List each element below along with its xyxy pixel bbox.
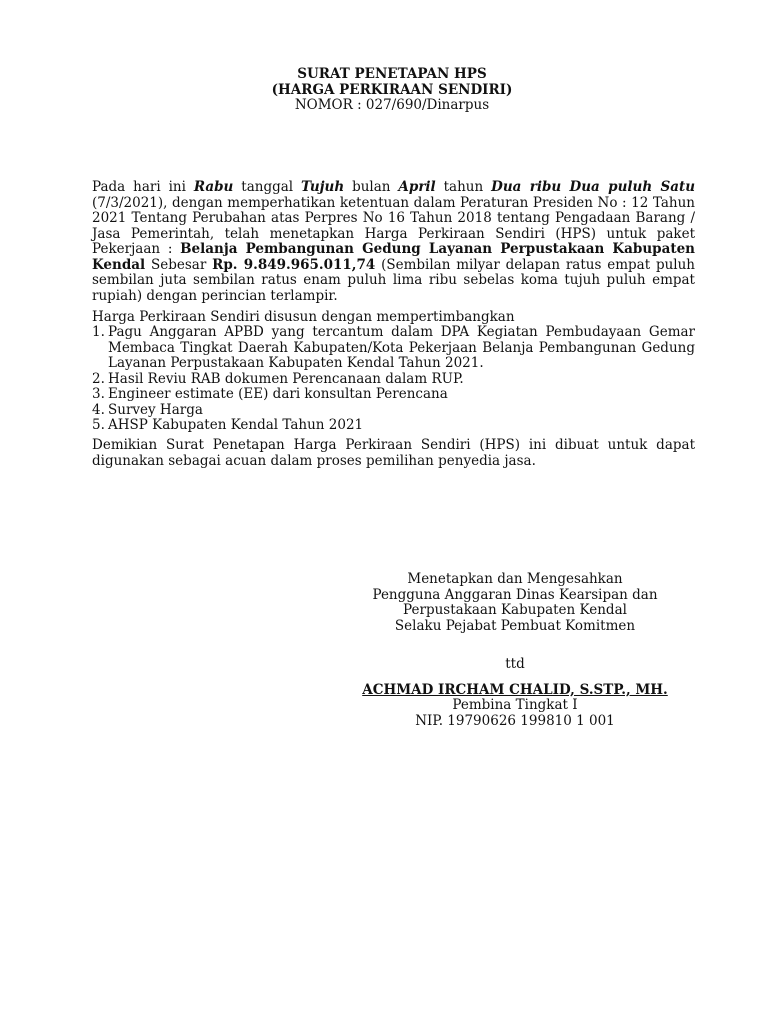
list-item-text: Survey Harga	[108, 401, 203, 418]
signer-nip: NIP. 19790626 199810 1 001	[415, 712, 615, 729]
package-name: Belanja Pembangunan Gedung Layanan Perpustakaan Kabupaten Kendal	[92, 241, 695, 273]
list-item-number: 5.	[92, 417, 105, 433]
spacer	[340, 634, 690, 657]
document-subtitle: (HARGA PERKIRAAN SENDIRI)	[271, 81, 513, 98]
signer-rank: Pembina Tingkat I	[452, 697, 578, 713]
spacer	[340, 673, 690, 683]
list-item	[92, 403, 695, 419]
intro-text: bulan	[344, 179, 399, 195]
document-title-block	[0, 67, 768, 114]
intro-month: April	[398, 179, 436, 195]
hps-amount: Rp. 9.849.965.011,74	[212, 256, 376, 273]
list-item-number: 3.	[92, 386, 105, 402]
intro-day: Rabu	[193, 179, 234, 195]
list-item-number: 2.	[92, 370, 105, 387]
list-item-text: Pagu Anggaran APBD yang tercantum dalam DPA Kegiatan Pembudayaan Gemar Membaca Tingkat Daerah Kabupaten/Kota Pekerjaan Belanja Pembangunan Gedung Layanan Perpustakaan Kabupaten Kendal Tahun 2021.	[108, 324, 695, 371]
intro-text: tahun	[435, 179, 492, 195]
intro-text: Pada hari ini	[92, 179, 194, 195]
signature-line: Selaku Pejabat Pembuat Komitmen	[394, 617, 636, 634]
intro-text: (Sembilan milyar delapan ratus empat puluh sembilan juta sembilan ratus enam puluh lima ribu sebelas koma tujuh puluh empat rupiah) dengan perincian terlampir.	[92, 256, 695, 304]
intro-year-words: Dua ribu Dua puluh Satu	[491, 179, 696, 195]
signature-line: Menetapkan dan Mengesahkan	[407, 571, 623, 587]
signature-line: Perpustakaan Kabupaten Kendal	[403, 602, 627, 618]
list-item-text: AHSP Kabupaten Kendal Tahun 2021	[108, 417, 364, 433]
signature-line: Pengguna Anggaran Dinas Kearsipan dan	[372, 586, 658, 603]
signature-block	[340, 572, 690, 729]
list-item-text: Hasil Reviu RAB dokumen Perencanaan dalam RUP.	[108, 370, 464, 387]
intro-text: tanggal	[233, 179, 302, 195]
document-number: NOMOR : 027/690/Dinarpus	[294, 97, 490, 113]
intro-text: Sebesar	[145, 256, 213, 273]
considerations-list	[92, 325, 695, 434]
list-item	[92, 418, 695, 434]
list-item	[92, 387, 695, 403]
list-item	[92, 372, 695, 388]
intro-paragraph	[92, 180, 695, 304]
list-item-number: 1.	[92, 324, 105, 340]
considerations-intro: Harga Perkiraan Sendiri disusun dengan mempertimbangkan	[92, 309, 515, 325]
signer-name: ACHMAD IRCHAM CHALID, S.STP., MH.	[362, 681, 668, 698]
list-item-number: 4.	[92, 401, 105, 418]
document-title: SURAT PENETAPAN HPS	[297, 66, 487, 82]
list-item-text: Engineer estimate (EE) dari konsultan Perencana	[108, 386, 448, 402]
signature-ttd: ttd	[505, 656, 525, 672]
intro-text: (7/3/2021), dengan memperhatikan ketentuan dalam Peraturan Presiden No : 12 Tahun 2021 Tentang Perubahan atas Perpres No 16 Tahun 2018 tentang Pengadaan Barang / Jasa Pemerintah, telah menetapkan Harga Perkiraan Sendiri (HPS) untuk paket Pekerjaan :	[92, 194, 695, 257]
intro-date-word: Tujuh	[301, 179, 345, 195]
closing-paragraph: Demikian Surat Penetapan Harga Perkiraan Sendiri (HPS) ini dibuat untuk dapat digunakan sebagai acuan dalam proses pemilihan penyedia jasa.	[92, 437, 695, 469]
list-item	[92, 325, 695, 372]
